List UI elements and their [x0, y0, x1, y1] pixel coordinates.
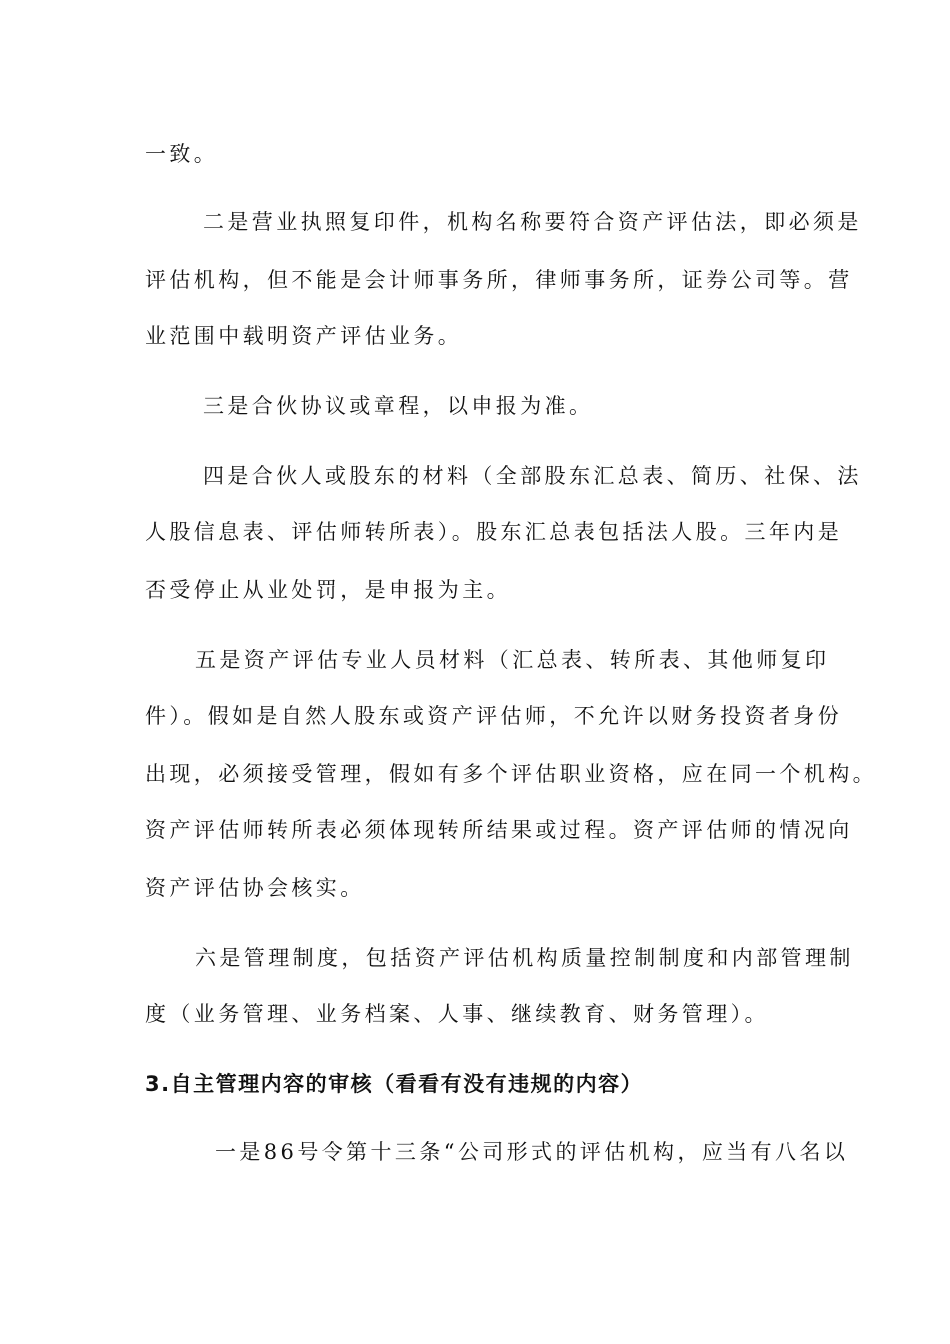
- text-line: 一致。: [145, 142, 219, 166]
- text-line: 资产评估协会核实。: [145, 876, 365, 900]
- text-line: 五是资产评估专业人员材料（汇总表、转所表、其他师复印: [195, 648, 830, 672]
- text-line: 二是营业执照复印件，机构名称要符合资产评估法，即必须是: [203, 210, 862, 234]
- text-line: 一是86号令第十三条“公司形式的评估机构，应当有八名以: [215, 1140, 849, 1164]
- text-line: 六是管理制度，包括资产评估机构质量控制制度和内部管理制: [195, 946, 854, 970]
- text-line: 出现，必须接受管理，假如有多个评估职业资格，应在同一个机构。: [145, 762, 877, 786]
- text-line: 否受停止从业处罚，是申报为主。: [145, 578, 511, 602]
- text-line: 人股信息表、评估师转所表）。股东汇总表包括法人股。三年内是: [145, 520, 843, 544]
- text-line: 业范围中载明资产评估业务。: [145, 324, 463, 348]
- text-line: 三是合伙协议或章程，以申报为准。: [203, 394, 594, 418]
- text-line: 资产评估师转所表必须体现转所结果或过程。资产评估师的情况向: [145, 818, 853, 842]
- text-line: 评估机构，但不能是会计师事务所，律师事务所，证券公司等。营: [145, 268, 853, 292]
- section-heading: 3.自主管理内容的审核（看看有没有违规的内容）: [145, 1072, 644, 1096]
- text-line: 四是合伙人或股东的材料（全部股东汇总表、简历、社保、法: [203, 464, 862, 488]
- text-line: 件）。假如是自然人股东或资产评估师，不允许以财务投资者身份: [145, 704, 843, 728]
- text-line: 度（业务管理、业务档案、人事、继续教育、财务管理）。: [145, 1002, 769, 1026]
